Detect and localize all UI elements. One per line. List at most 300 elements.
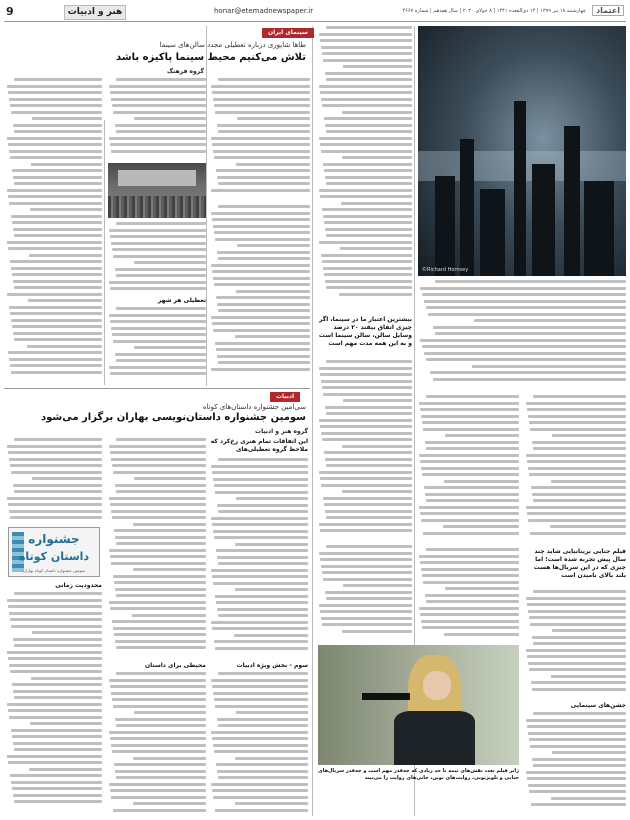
text-line <box>422 574 519 577</box>
text-line <box>213 329 310 332</box>
text-line <box>533 764 626 767</box>
text-line <box>10 260 102 263</box>
text-line <box>29 254 102 257</box>
text-line <box>528 662 626 665</box>
text-line <box>14 696 102 699</box>
text-line <box>112 698 206 701</box>
text-line <box>109 497 206 500</box>
text-line <box>527 512 626 515</box>
text-line <box>319 241 412 244</box>
text-line <box>211 465 308 468</box>
text-line <box>528 415 626 418</box>
text-line <box>8 351 102 354</box>
text-line <box>320 425 412 428</box>
text-line <box>9 612 102 615</box>
article-body-col <box>108 672 206 814</box>
text-line <box>14 130 102 133</box>
text-line <box>211 569 308 572</box>
text-line <box>532 441 626 444</box>
text-line <box>425 493 519 496</box>
text-line <box>218 309 310 312</box>
text-line <box>433 378 626 381</box>
text-line <box>321 150 412 153</box>
text-line <box>216 601 308 604</box>
text-line <box>423 428 519 431</box>
text-line <box>9 98 102 101</box>
text-line <box>530 623 626 626</box>
text-line <box>325 280 412 283</box>
text-line <box>7 497 102 500</box>
text-line <box>215 491 308 494</box>
article-body-col <box>108 438 206 658</box>
text-line <box>8 709 102 712</box>
text-line <box>326 516 412 519</box>
text-line <box>319 33 412 36</box>
text-line <box>211 316 310 319</box>
text-line <box>526 454 626 457</box>
text-line <box>110 287 206 290</box>
text-line <box>113 255 206 258</box>
text-line <box>13 742 102 745</box>
text-line <box>319 189 412 192</box>
text-line <box>322 438 412 441</box>
text-line <box>213 225 310 228</box>
text-line <box>444 480 519 483</box>
text-line <box>109 601 206 604</box>
text-line <box>217 176 310 179</box>
subhead: محدودیت زمانی <box>55 582 102 589</box>
text-line <box>320 195 412 198</box>
text-line <box>235 543 308 546</box>
text-line <box>111 150 206 153</box>
text-line <box>7 137 102 140</box>
text-line <box>132 614 206 617</box>
text-line <box>109 783 206 786</box>
text-line <box>214 283 310 286</box>
text-line <box>212 737 308 740</box>
text-line <box>113 705 206 708</box>
text-line <box>322 208 412 211</box>
text-line <box>109 549 206 552</box>
article-headline: سومین جشنواره داستان‌نویسی بهاران برگزار می‌شود <box>40 412 306 423</box>
text-line <box>422 345 626 348</box>
text-line <box>211 368 310 371</box>
text-line <box>319 85 412 88</box>
text-line <box>111 242 206 245</box>
text-line <box>9 306 102 309</box>
text-line <box>420 613 519 616</box>
text-line <box>326 412 412 415</box>
text-line <box>526 506 626 509</box>
text-line <box>28 299 102 302</box>
text-line <box>212 789 308 792</box>
text-line <box>217 556 308 559</box>
text-line <box>321 484 412 487</box>
article-author: گروه فرهنگ <box>167 68 204 75</box>
text-line <box>218 205 310 208</box>
text-line <box>217 251 310 254</box>
text-line <box>529 473 626 476</box>
text-line <box>527 603 626 606</box>
text-line <box>533 447 626 450</box>
text-line <box>31 677 102 680</box>
text-line <box>7 445 102 448</box>
text-line <box>218 182 310 185</box>
text-line <box>323 393 412 396</box>
section-title: هنر و ادبیات <box>64 5 126 20</box>
text-line <box>324 273 412 276</box>
text-line <box>218 672 308 675</box>
text-line <box>423 581 519 584</box>
text-line <box>8 605 102 608</box>
text-line <box>217 355 310 358</box>
text-line <box>531 681 626 684</box>
article-body-col <box>418 395 519 545</box>
text-line <box>530 745 626 748</box>
text-line <box>528 732 626 735</box>
category-tag-cinema: سینمای ایران <box>262 28 314 38</box>
text-line <box>433 326 626 329</box>
text-line <box>215 705 308 708</box>
text-line <box>234 634 308 637</box>
text-line <box>218 257 310 260</box>
text-line <box>8 143 102 146</box>
text-line <box>420 339 626 342</box>
column-rule <box>206 26 207 386</box>
text-line <box>116 646 206 649</box>
newspaper-logo: اعتماد <box>592 5 624 16</box>
text-line <box>326 182 412 185</box>
text-line <box>237 117 310 120</box>
text-line <box>444 633 519 636</box>
text-line <box>116 307 206 310</box>
text-line <box>9 202 102 205</box>
text-line <box>235 588 309 591</box>
text-line <box>133 568 207 571</box>
text-line <box>322 386 412 389</box>
text-line <box>320 477 412 480</box>
text-line <box>10 618 102 621</box>
text-line <box>113 575 206 578</box>
text-line <box>532 688 626 691</box>
text-line <box>235 335 310 338</box>
text-line <box>8 503 102 506</box>
text-line <box>320 610 412 613</box>
text-line <box>218 361 310 364</box>
text-line <box>445 587 519 590</box>
article-body-col <box>6 438 102 522</box>
text-line <box>14 438 102 441</box>
text-line <box>422 473 519 476</box>
text-line <box>115 536 206 539</box>
text-line <box>7 85 102 88</box>
text-line <box>113 471 206 474</box>
text-line <box>13 228 102 231</box>
text-line <box>218 510 308 513</box>
text-line <box>217 770 308 773</box>
text-line <box>322 623 412 626</box>
text-line <box>212 685 308 688</box>
text-line <box>116 776 206 779</box>
text-line <box>320 143 412 146</box>
article-body-col <box>210 205 310 380</box>
text-line <box>426 395 519 398</box>
text-line <box>211 783 308 786</box>
text-line <box>14 286 102 289</box>
text-line <box>218 458 308 461</box>
text-line <box>551 797 626 800</box>
text-line <box>322 571 412 574</box>
text-line <box>526 402 626 405</box>
text-line <box>533 590 626 593</box>
text-line <box>322 52 412 55</box>
text-line <box>213 796 308 799</box>
text-line <box>116 724 206 727</box>
text-line <box>529 421 626 424</box>
poster-caption: سومین جشنواره داستان کوتاه بهاران <box>23 568 85 573</box>
article-kicker: سی‌امین جشنواره داستان‌های کوتاه <box>202 403 306 411</box>
subhead: تعطیلی هر شهر <box>157 297 206 304</box>
text-line <box>324 451 412 454</box>
text-line <box>326 130 412 133</box>
text-line <box>529 738 626 741</box>
text-line <box>218 776 308 779</box>
text-line <box>426 306 626 309</box>
text-line <box>13 280 102 283</box>
text-line <box>325 406 412 409</box>
text-line <box>472 365 626 368</box>
text-line <box>217 124 310 127</box>
text-line <box>110 789 206 792</box>
text-line <box>526 649 626 652</box>
text-line <box>321 617 412 620</box>
text-line <box>7 651 102 654</box>
text-line <box>8 247 102 250</box>
text-line <box>116 274 206 277</box>
text-line <box>552 629 626 632</box>
text-line <box>213 150 310 153</box>
text-line <box>325 176 412 179</box>
text-line <box>426 499 519 502</box>
text-line <box>215 809 308 812</box>
text-line <box>14 490 102 493</box>
text-line <box>529 790 626 793</box>
text-line <box>30 208 102 211</box>
article-author: گروه هنر و ادبیات <box>255 428 308 435</box>
text-line <box>212 575 308 578</box>
text-line <box>435 332 626 335</box>
text-line <box>13 794 102 797</box>
text-line <box>237 244 310 247</box>
text-line <box>114 529 206 532</box>
text-line <box>532 758 626 761</box>
text-line <box>326 360 412 363</box>
text-line <box>421 568 519 571</box>
article-body-col <box>108 307 206 379</box>
text-line <box>339 293 412 296</box>
text-line <box>428 313 626 316</box>
text-line <box>215 238 310 241</box>
text-line <box>214 640 308 643</box>
text-line <box>320 91 412 94</box>
text-line <box>216 348 310 351</box>
text-line <box>218 562 308 565</box>
text-line <box>29 768 102 771</box>
text-line <box>435 280 626 283</box>
text-line <box>323 163 412 166</box>
text-line <box>426 600 519 603</box>
text-line <box>323 578 412 581</box>
text-line <box>9 716 102 719</box>
text-line <box>215 342 310 345</box>
text-line <box>115 268 206 271</box>
text-line <box>217 608 308 611</box>
text-line <box>342 445 412 448</box>
text-line <box>319 137 412 140</box>
text-line <box>111 744 206 747</box>
article-body-col <box>210 458 308 658</box>
text-line <box>115 484 206 487</box>
text-line <box>109 281 206 284</box>
article-headline: تلاش می‌کنیم محیط سینما پاکیزه باشد <box>116 52 306 63</box>
text-line <box>211 679 308 682</box>
text-line <box>116 359 206 362</box>
article-body-col <box>525 395 626 545</box>
text-line <box>8 657 102 660</box>
text-line <box>527 655 626 658</box>
text-line <box>342 111 412 114</box>
text-line <box>527 725 626 728</box>
text-line <box>474 319 626 322</box>
text-line <box>326 545 412 548</box>
column-rule <box>104 120 105 385</box>
text-line <box>133 802 207 805</box>
text-line <box>7 293 102 296</box>
text-line <box>533 499 626 502</box>
text-line <box>421 415 519 418</box>
text-line <box>115 124 206 127</box>
text-line <box>529 668 626 671</box>
text-line <box>12 683 102 686</box>
text-line <box>11 371 102 374</box>
text-line <box>323 59 412 62</box>
text-line <box>531 486 626 489</box>
text-line <box>419 555 519 558</box>
text-line <box>326 234 412 237</box>
text-line <box>422 626 519 629</box>
text-line <box>11 319 102 322</box>
text-line <box>212 218 310 221</box>
text-line <box>211 189 310 192</box>
text-line <box>115 353 206 356</box>
text-line <box>420 512 519 515</box>
text-line <box>111 510 206 513</box>
text-line <box>12 169 102 172</box>
text-line <box>552 434 626 437</box>
text-line <box>8 451 102 454</box>
text-line <box>134 261 206 264</box>
text-line <box>342 490 413 493</box>
text-line <box>11 267 102 270</box>
text-line <box>530 428 626 431</box>
text-line <box>326 597 412 600</box>
text-line <box>109 314 206 317</box>
text-line <box>7 755 102 758</box>
text-line <box>112 104 206 107</box>
poster-title: جشنواره <box>28 532 80 546</box>
text-line <box>10 104 102 107</box>
text-line <box>111 562 206 565</box>
text-line <box>216 169 310 172</box>
subhead: محیطی برای داستان <box>145 662 206 669</box>
text-line <box>526 771 626 774</box>
text-line <box>419 402 519 405</box>
text-line <box>213 744 308 747</box>
text-line <box>211 264 310 267</box>
text-line <box>114 581 206 584</box>
text-line <box>211 517 308 520</box>
text-line <box>114 633 206 636</box>
text-line <box>420 460 519 463</box>
text-line <box>10 516 102 519</box>
text-line <box>110 607 206 610</box>
text-line <box>320 558 412 561</box>
text-line <box>420 408 519 411</box>
text-line <box>111 796 206 799</box>
text-line <box>528 467 626 470</box>
text-line <box>531 803 626 806</box>
text-line <box>134 346 206 349</box>
cinema-hall-photo <box>108 163 206 218</box>
text-line <box>214 484 308 487</box>
text-line <box>109 445 206 448</box>
article-body-col <box>210 78 310 200</box>
text-line <box>114 763 206 766</box>
text-line <box>216 549 308 552</box>
text-line <box>211 621 308 624</box>
text-line <box>116 78 206 81</box>
column-rule <box>312 26 313 816</box>
text-line <box>212 91 310 94</box>
text-line <box>321 98 412 101</box>
text-line <box>110 91 206 94</box>
category-tag-literature: ادبیات <box>270 392 300 402</box>
text-line <box>10 156 102 159</box>
text-line <box>321 565 412 568</box>
text-line <box>9 358 102 361</box>
article-body-col <box>108 222 206 294</box>
article-body-col <box>6 78 102 378</box>
text-line <box>109 229 206 232</box>
pull-quote: بیشترین اعتبار ما در سینما، اگر چیزی اتفاق بیفتد ۲۰ درصد وسایل سالن، سالن سینما است و به این همه مدت مهم است <box>318 316 412 347</box>
text-line <box>235 802 309 805</box>
text-line <box>443 525 519 528</box>
text-line <box>112 516 206 519</box>
page-number: 9 <box>6 5 14 18</box>
text-line <box>342 156 413 159</box>
section-email[interactable]: honar@etemadnewspaper.ir <box>214 7 314 15</box>
text-line <box>110 555 206 558</box>
text-line <box>533 712 626 715</box>
text-line <box>319 367 412 370</box>
text-line <box>211 212 310 215</box>
text-line <box>532 493 626 496</box>
text-line <box>13 690 102 693</box>
text-line <box>323 497 412 500</box>
text-line <box>212 627 308 630</box>
text-line <box>324 169 412 172</box>
text-line <box>533 395 626 398</box>
